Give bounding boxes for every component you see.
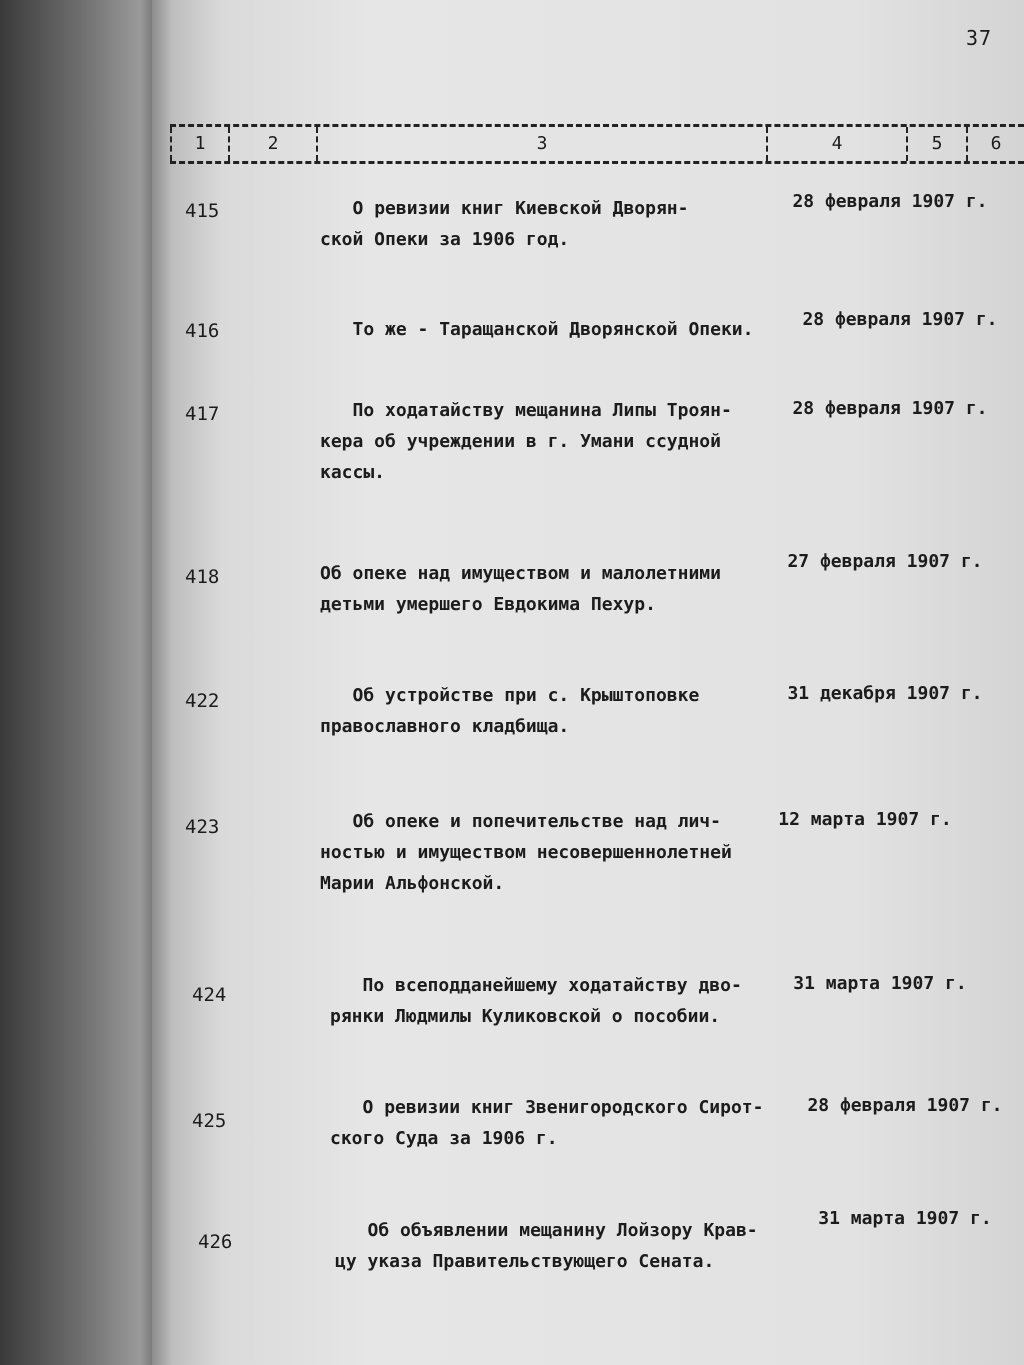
entry-date: 28 февраля 1907 г.	[802, 309, 998, 330]
entry-description: Об объявлении мещанину Лойзору Крав- цу указа Правительствующего Сената.	[335, 1220, 758, 1272]
column-header-1: 1	[170, 127, 228, 161]
entry-date: 31 марта 1907 г.	[793, 973, 967, 994]
entry-description: О ревизии книг Киевской Дворян- ской Опеки за 1906 год.	[320, 198, 689, 250]
entry-description: По всеподданейшему ходатайству дво- рянки Людмилы Куликовской о пособии.	[330, 975, 742, 1027]
column-header-3: 3	[316, 127, 766, 161]
column-header-4: 4	[766, 127, 906, 161]
entry-number: 425	[192, 1110, 227, 1132]
entry-date: 31 марта 1907 г.	[818, 1208, 992, 1229]
entry-description: Об устройстве при с. Крыштоповке православного кладбища.	[320, 685, 700, 737]
entry-date: 31 декабря 1907 г.	[787, 683, 983, 704]
entry-number: 417	[185, 403, 220, 425]
entry-number: 418	[185, 566, 220, 588]
table-header	[170, 124, 1024, 164]
entry-number: 416	[185, 320, 220, 342]
entry-description: О ревизии книг Звенигородского Сирот- ского Суда за 1906 г.	[330, 1097, 764, 1149]
column-header-6: 6	[966, 127, 1024, 161]
entry-number: 415	[185, 200, 220, 222]
column-header-2: 2	[228, 127, 316, 161]
entry-number: 423	[185, 816, 220, 838]
entry-date: 28 февраля 1907 г.	[792, 191, 988, 212]
entry-date: 28 февраля 1907 г.	[792, 398, 988, 419]
entry-number: 422	[185, 690, 220, 712]
column-header-5: 5	[906, 127, 966, 161]
entry-date: 27 февраля 1907 г.	[787, 551, 983, 572]
entry-description: Об опеке над имуществом и малолетними детьми умершего Евдокима Пехур.	[320, 563, 721, 615]
entry-description: По ходатайству мещанина Липы Троян- кера об учреждении в г. Умани ссудной кассы.	[320, 400, 732, 483]
book-spine	[0, 0, 152, 1365]
entry-date: 28 февраля 1907 г.	[807, 1095, 1003, 1116]
page-number: 37	[966, 26, 993, 50]
entry-number: 426	[198, 1231, 233, 1253]
entry-date: 12 марта 1907 г.	[778, 809, 952, 830]
entry-description: То же - Таращанской Дворянской Опеки.	[320, 319, 754, 340]
entry-number: 424	[192, 984, 227, 1006]
entry-description: Об опеке и попечительстве над лич- ностью и имуществом несовершеннолетней Марии Альфонской.	[320, 811, 732, 894]
